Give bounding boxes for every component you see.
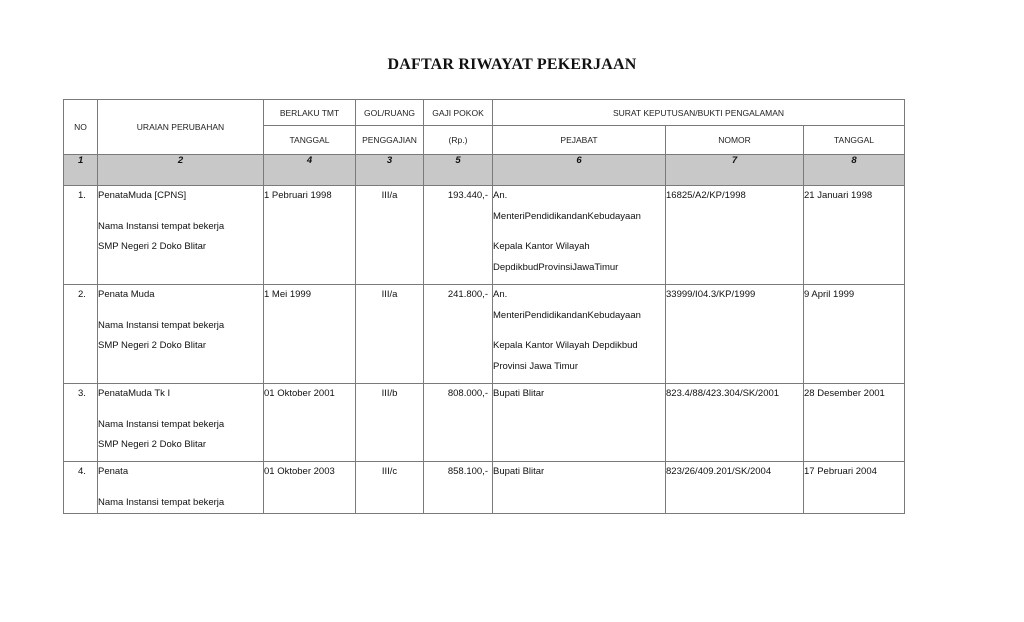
row-gol: III/a	[356, 186, 424, 285]
row-tmt: 1 Mei 1999	[264, 285, 356, 384]
header-pejabat: PEJABAT	[493, 126, 666, 155]
table-row	[64, 285, 905, 384]
table-row	[64, 462, 905, 514]
header-nomor: NOMOR	[666, 126, 804, 155]
header-gaji-top: GAJI POKOK	[424, 100, 493, 126]
header-no: NO	[64, 100, 98, 155]
row-uraian: Penata Nama Instansi tempat bekerja	[98, 462, 264, 514]
row-pejabat: Bupati Blitar	[493, 384, 666, 462]
column-number: 7	[666, 155, 804, 186]
column-number: 3	[356, 155, 424, 186]
row-nomor: 33999/I04.3/KP/1999	[666, 285, 804, 384]
header-gol-bottom: PENGGAJIAN	[356, 126, 424, 155]
row-tanggal: 9 April 1999	[804, 285, 905, 384]
work-history-table	[63, 99, 905, 514]
row-gaji: 193.440,-	[424, 186, 493, 285]
row-no: 1.	[64, 186, 98, 285]
row-pejabat: An. MenteriPendidikandanKebudayaan Kepala Kantor Wilayah DepdikbudProvinsiJawaTimur	[493, 186, 666, 285]
row-tanggal: 17 Pebruari 2004	[804, 462, 905, 514]
row-nomor: 16825/A2/KP/1998	[666, 186, 804, 285]
row-gaji: 808.000,-	[424, 384, 493, 462]
column-number: 8	[804, 155, 905, 186]
row-uraian: Penata Muda Nama Instansi tempat bekerja SMP Negeri 2 Doko Blitar	[98, 285, 264, 384]
column-number: 1	[64, 155, 98, 186]
header-gol-top: GOL/RUANG	[356, 100, 424, 126]
header-uraian: URAIAN PERUBAHAN	[98, 100, 264, 155]
table-row	[64, 186, 905, 285]
row-pejabat: Bupati Blitar	[493, 462, 666, 514]
row-gaji: 858.100,-	[424, 462, 493, 514]
row-pejabat: An. MenteriPendidikandanKebudayaan Kepala Kantor Wilayah Depdikbud Provinsi Jawa Timur	[493, 285, 666, 384]
row-gol: III/c	[356, 462, 424, 514]
row-tmt: 01 Oktober 2001	[264, 384, 356, 462]
column-number: 5	[424, 155, 493, 186]
row-no: 3.	[64, 384, 98, 462]
header-berlaku-bottom: TANGGAL	[264, 126, 356, 155]
row-tanggal: 21 Januari 1998	[804, 186, 905, 285]
row-gol: III/a	[356, 285, 424, 384]
row-no: 2.	[64, 285, 98, 384]
row-gol: III/b	[356, 384, 424, 462]
header-surat: SURAT KEPUTUSAN/BUKTI PENGALAMAN	[493, 100, 905, 126]
row-uraian: PenataMuda [CPNS] Nama Instansi tempat bekerja SMP Negeri 2 Doko Blitar	[98, 186, 264, 285]
row-uraian: PenataMuda Tk I Nama Instansi tempat bekerja SMP Negeri 2 Doko Blitar	[98, 384, 264, 462]
row-nomor: 823/26/409.201/SK/2004	[666, 462, 804, 514]
page-title: DAFTAR RIWAYAT PEKERJAAN	[387, 56, 637, 73]
column-number-row	[64, 155, 905, 186]
header-tanggal: TANGGAL	[804, 126, 905, 155]
header-gaji-bottom: (Rp.)	[424, 126, 493, 155]
row-tmt: 1 Pebruari 1998	[264, 186, 356, 285]
row-gaji: 241.800,-	[424, 285, 493, 384]
row-nomor: 823.4/88/423.304/SK/2001	[666, 384, 804, 462]
row-tanggal: 28 Desember 2001	[804, 384, 905, 462]
row-tmt: 01 Oktober 2003	[264, 462, 356, 514]
column-number: 2	[98, 155, 264, 186]
column-number: 4	[264, 155, 356, 186]
header-berlaku-top: BERLAKU TMT	[264, 100, 356, 126]
table-row	[64, 384, 905, 462]
column-number: 6	[493, 155, 666, 186]
row-no: 4.	[64, 462, 98, 514]
